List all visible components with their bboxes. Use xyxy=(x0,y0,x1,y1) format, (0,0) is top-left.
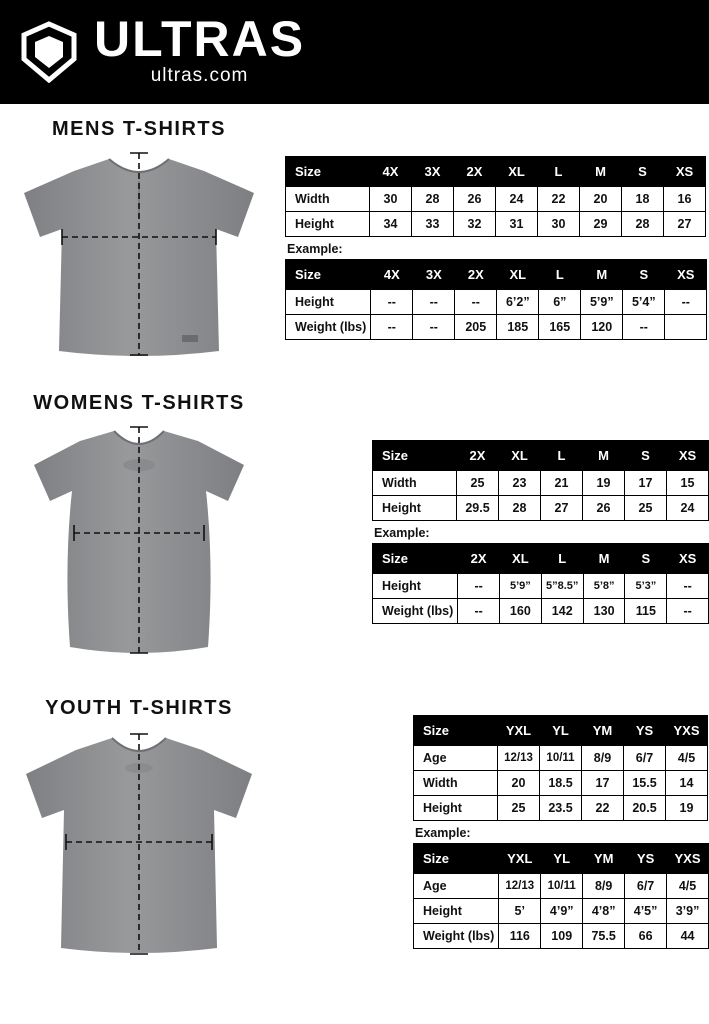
col-head: Size xyxy=(414,844,499,874)
cell: 6/7 xyxy=(625,874,667,899)
col-head: 2X xyxy=(454,157,496,187)
cell: 29 xyxy=(580,212,622,237)
cell: 26 xyxy=(454,187,496,212)
cell: 24 xyxy=(496,187,538,212)
cell: 30 xyxy=(538,212,580,237)
col-head: YXS xyxy=(667,844,709,874)
womens-size-table xyxy=(372,440,709,521)
row-label: Width xyxy=(286,187,370,212)
table-row xyxy=(286,212,706,237)
cell: 8/9 xyxy=(583,874,625,899)
col-head: YXL xyxy=(499,844,541,874)
cell: 25 xyxy=(457,471,499,496)
example-label-womens: Example: xyxy=(374,526,430,540)
col-head: YM xyxy=(582,716,624,746)
table-row xyxy=(373,574,709,599)
cell: 31 xyxy=(496,212,538,237)
cell: -- xyxy=(413,290,455,315)
womens-shirt-column xyxy=(0,392,278,680)
page-header xyxy=(0,0,709,104)
col-head: 2X xyxy=(455,260,497,290)
cell: 19 xyxy=(583,471,625,496)
row-label: Width xyxy=(414,771,498,796)
col-head: YS xyxy=(624,716,666,746)
col-head: M xyxy=(583,544,625,574)
table-header-row xyxy=(286,157,706,187)
cell: -- xyxy=(455,290,497,315)
col-head: 2X xyxy=(458,544,500,574)
col-head: S xyxy=(625,544,667,574)
col-head: Size xyxy=(373,544,458,574)
row-label: Weight (lbs) xyxy=(373,599,458,624)
cell: 32 xyxy=(454,212,496,237)
cell: -- xyxy=(623,315,665,340)
table-header-row xyxy=(373,544,709,574)
cell: 120 xyxy=(581,315,623,340)
section-title-mens: MENS T-SHIRTS xyxy=(52,118,226,140)
cell: 10/11 xyxy=(540,746,582,771)
col-head: S xyxy=(623,260,665,290)
col-head: L xyxy=(538,157,580,187)
cell: 160 xyxy=(499,599,541,624)
col-head: XL xyxy=(499,544,541,574)
col-head: XL xyxy=(499,441,541,471)
table-row xyxy=(286,315,707,340)
cell: 22 xyxy=(582,796,624,821)
brand-domain: ultras.com xyxy=(150,65,249,86)
mens-example-table xyxy=(285,259,707,340)
cell: 205 xyxy=(455,315,497,340)
cell xyxy=(665,315,707,340)
row-label: Height xyxy=(373,574,458,599)
col-head: L xyxy=(539,260,581,290)
ultras-shield-icon xyxy=(18,21,80,83)
cell: 75.5 xyxy=(583,924,625,949)
row-label: Height xyxy=(414,796,498,821)
cell: 25 xyxy=(625,496,667,521)
col-head: M xyxy=(581,260,623,290)
cell: 15 xyxy=(667,471,709,496)
cell: 29.5 xyxy=(457,496,499,521)
cell: 130 xyxy=(583,599,625,624)
col-head: L xyxy=(541,441,583,471)
cell: 44 xyxy=(667,924,709,949)
table-row xyxy=(286,187,706,212)
cell: 20.5 xyxy=(624,796,666,821)
cell: 16 xyxy=(664,187,706,212)
cell: 24 xyxy=(667,496,709,521)
cell: 5’9” xyxy=(581,290,623,315)
table-header-row xyxy=(414,844,709,874)
table-row xyxy=(414,746,708,771)
cell: -- xyxy=(667,574,709,599)
cell: 185 xyxy=(497,315,539,340)
cell: 28 xyxy=(499,496,541,521)
col-head: YXS xyxy=(666,716,708,746)
table-header-row xyxy=(286,260,707,290)
brand-name: ULTRAS xyxy=(94,11,306,67)
col-head: YL xyxy=(540,716,582,746)
mens-tshirt-illustration xyxy=(14,141,264,381)
col-head: XL xyxy=(496,157,538,187)
cell: -- xyxy=(371,290,413,315)
cell: 17 xyxy=(582,771,624,796)
cell: 5’ xyxy=(499,899,541,924)
cell: 27 xyxy=(541,496,583,521)
cell: 12/13 xyxy=(498,746,540,771)
cell: 142 xyxy=(541,599,583,624)
youth-example-table xyxy=(413,843,709,949)
col-head: YL xyxy=(541,844,583,874)
cell: 33 xyxy=(412,212,454,237)
table-row xyxy=(373,599,709,624)
col-head: Size xyxy=(414,716,498,746)
cell: 5”8.5” xyxy=(541,574,583,599)
cell: 4’5” xyxy=(625,899,667,924)
youth-size-table xyxy=(413,715,708,821)
col-head: XS xyxy=(664,157,706,187)
col-head: S xyxy=(622,157,664,187)
cell: 6/7 xyxy=(624,746,666,771)
youth-tables xyxy=(413,715,709,949)
col-head: XS xyxy=(667,544,709,574)
col-head: 2X xyxy=(457,441,499,471)
col-head: S xyxy=(625,441,667,471)
cell: 14 xyxy=(666,771,708,796)
cell: 18 xyxy=(622,187,664,212)
row-label: Width xyxy=(373,471,457,496)
col-head: XL xyxy=(497,260,539,290)
cell: -- xyxy=(371,315,413,340)
cell: 5’3” xyxy=(625,574,667,599)
col-head: 4X xyxy=(370,157,412,187)
cell: 5’9” xyxy=(499,574,541,599)
cell: 23 xyxy=(499,471,541,496)
col-head: YXL xyxy=(498,716,540,746)
table-row xyxy=(286,290,707,315)
table-row xyxy=(373,496,709,521)
cell: 4/5 xyxy=(667,874,709,899)
example-label-mens: Example: xyxy=(287,242,343,256)
row-label: Weight (lbs) xyxy=(414,924,499,949)
table-row xyxy=(373,471,709,496)
cell: 4’8” xyxy=(583,899,625,924)
col-head: YM xyxy=(583,844,625,874)
row-label: Height xyxy=(414,899,499,924)
section-title-youth: YOUTH T-SHIRTS xyxy=(45,697,233,719)
cell: 34 xyxy=(370,212,412,237)
cell: 115 xyxy=(625,599,667,624)
youth-shirt-column xyxy=(0,697,278,980)
row-label: Age xyxy=(414,874,499,899)
section-mens xyxy=(0,104,709,392)
cell: 18.5 xyxy=(540,771,582,796)
col-head: YS xyxy=(625,844,667,874)
col-head: 3X xyxy=(412,157,454,187)
cell: 26 xyxy=(583,496,625,521)
cell: 20 xyxy=(498,771,540,796)
cell: 19 xyxy=(666,796,708,821)
col-head: Size xyxy=(373,441,457,471)
row-label: Height xyxy=(286,290,371,315)
cell: 28 xyxy=(412,187,454,212)
table-row xyxy=(414,771,708,796)
cell: -- xyxy=(665,290,707,315)
cell: 165 xyxy=(539,315,581,340)
mens-size-table xyxy=(285,156,706,237)
cell: -- xyxy=(458,599,500,624)
cell: -- xyxy=(413,315,455,340)
col-head: 3X xyxy=(413,260,455,290)
col-head: M xyxy=(580,157,622,187)
cell: 17 xyxy=(625,471,667,496)
womens-tables xyxy=(372,440,709,624)
cell: 28 xyxy=(622,212,664,237)
table-row xyxy=(414,796,708,821)
cell: 5’4” xyxy=(623,290,665,315)
row-label: Age xyxy=(414,746,498,771)
cell: 116 xyxy=(499,924,541,949)
mens-tables xyxy=(285,156,707,340)
table-row xyxy=(414,899,709,924)
cell: 66 xyxy=(625,924,667,949)
table-header-row xyxy=(414,716,708,746)
cell: 30 xyxy=(370,187,412,212)
cell: 5’8” xyxy=(583,574,625,599)
cell: 21 xyxy=(541,471,583,496)
col-head: Size xyxy=(286,157,370,187)
cell: 12/13 xyxy=(499,874,541,899)
col-head: Size xyxy=(286,260,371,290)
col-head: 4X xyxy=(371,260,413,290)
cell: 109 xyxy=(541,924,583,949)
table-row xyxy=(414,874,709,899)
cell: 4’9” xyxy=(541,899,583,924)
cell: 27 xyxy=(664,212,706,237)
table-row xyxy=(414,924,709,949)
cell: 3’9” xyxy=(667,899,709,924)
womens-example-table xyxy=(372,543,709,624)
cell: 4/5 xyxy=(666,746,708,771)
mens-shirt-column xyxy=(0,118,278,381)
col-head: XS xyxy=(667,441,709,471)
table-header-row xyxy=(373,441,709,471)
example-label-youth: Example: xyxy=(415,826,471,840)
cell: 8/9 xyxy=(582,746,624,771)
cell: 6’2” xyxy=(497,290,539,315)
cell: 25 xyxy=(498,796,540,821)
cell: 6” xyxy=(539,290,581,315)
col-head: M xyxy=(583,441,625,471)
womens-tshirt-illustration xyxy=(14,415,264,680)
cell: -- xyxy=(458,574,500,599)
section-womens xyxy=(0,392,709,697)
cell: 10/11 xyxy=(541,874,583,899)
cell: 20 xyxy=(580,187,622,212)
cell: 15.5 xyxy=(624,771,666,796)
section-youth xyxy=(0,697,709,1007)
section-title-womens: WOMENS T-SHIRTS xyxy=(33,392,245,414)
youth-tshirt-illustration xyxy=(14,720,264,980)
cell: -- xyxy=(667,599,709,624)
col-head: XS xyxy=(665,260,707,290)
col-head: L xyxy=(541,544,583,574)
row-label: Height xyxy=(286,212,370,237)
row-label: Height xyxy=(373,496,457,521)
row-label: Weight (lbs) xyxy=(286,315,371,340)
cell: 22 xyxy=(538,187,580,212)
cell: 23.5 xyxy=(540,796,582,821)
